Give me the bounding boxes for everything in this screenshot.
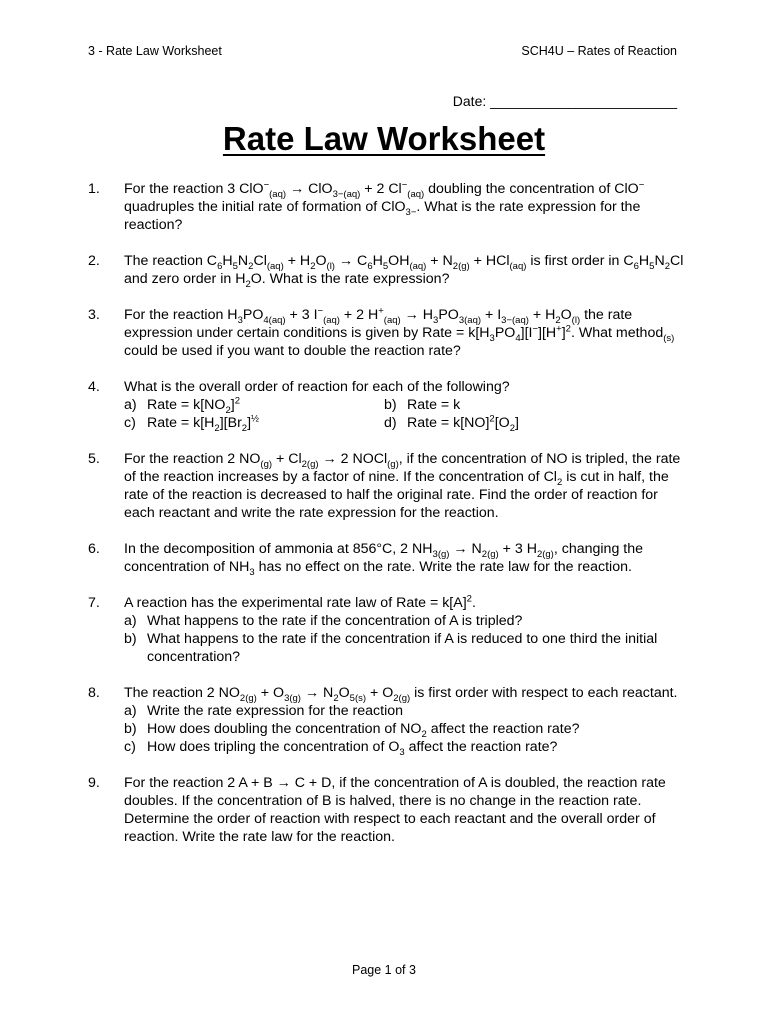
question-text: What is the overall order of reaction for each of the following? bbox=[124, 379, 510, 395]
sub-question-letter: a) bbox=[124, 613, 137, 629]
question-number: 6. bbox=[88, 541, 100, 557]
question-7 bbox=[88, 594, 688, 666]
sub-question-letter: b) bbox=[124, 721, 137, 737]
sub-question-d bbox=[384, 414, 688, 432]
question-number: 9. bbox=[88, 775, 100, 791]
question-text: The reaction 2 $NO_{2(g)} + O_{3(g)} \to N_2O_{5(s)} + O_{2(g)}$ is first order with respect to each reactant. bbox=[124, 685, 678, 704]
sub-question-grid bbox=[124, 396, 688, 432]
question-number: 4. bbox=[88, 379, 100, 395]
sub-question-text: How does tripling the concentration of $O_3$ affect the reaction rate? bbox=[147, 739, 558, 758]
question-number: 1. bbox=[88, 181, 100, 197]
sub-question-b bbox=[124, 720, 688, 738]
sub-question-c bbox=[124, 738, 688, 756]
question-4 bbox=[88, 378, 688, 432]
header-left: 3 - Rate Law Worksheet bbox=[88, 44, 222, 58]
sub-question-a bbox=[124, 612, 688, 630]
question-text: In the decomposition of ammonia at 856°C, 2 $NH_{3(g)} \to N_{2(g)} + 3$ $H_{2(g)}$, changing the concentration of $NH_3$ has no effect on the rate. Write the rate law for the reaction. bbox=[124, 541, 643, 578]
page-title bbox=[0, 120, 768, 158]
question-number: 5. bbox=[88, 451, 100, 467]
sub-question-c bbox=[124, 414, 384, 432]
question-8 bbox=[88, 684, 688, 756]
sub-question-letter: b) bbox=[124, 631, 137, 647]
header-right: SCH4U – Rates of Reaction bbox=[521, 44, 677, 58]
question-list bbox=[88, 180, 688, 846]
question-2 bbox=[88, 252, 688, 288]
page-footer: Page 1 of 3 bbox=[352, 963, 416, 977]
sub-question-letter: b) bbox=[384, 397, 397, 413]
sub-question-text: Write the rate expression for the reaction bbox=[147, 703, 404, 719]
question-number: 8. bbox=[88, 685, 100, 701]
question-number: 7. bbox=[88, 595, 100, 611]
date-field: Date: ________________________ bbox=[452, 93, 677, 109]
question-text: A reaction has the experimental rate law of Rate = $k[A]^2$. bbox=[124, 593, 476, 611]
sub-question-text: What happens to the rate if the concentration if A is reduced to one third the initial concentration? bbox=[147, 631, 658, 665]
question-5 bbox=[88, 450, 688, 522]
sub-question-a bbox=[124, 702, 688, 720]
question-number: 2. bbox=[88, 253, 100, 269]
sub-question-letter: c) bbox=[124, 739, 136, 755]
question-text: For the reaction $H_3PO_{4(aq)} + 3$ $I^-_{(aq)} + 2$ $H^+_{(aq)} \to H_3PO_{3(aq)} + I_{3-(aq)} + H_2O_{(l)}$ the rate expression under certain conditions is given by Rate = $k[H_3PO_4][I^-][H^+]^2$. What method$_{(s)}$ could be used if you want to double the reaction rate? bbox=[124, 305, 675, 359]
sub-question-a bbox=[124, 396, 384, 414]
sub-question-b bbox=[384, 396, 688, 414]
question-9 bbox=[88, 774, 688, 846]
sub-question-letter: d) bbox=[384, 415, 397, 431]
sub-question-text: How does doubling the concentration of $NO_2$ affect the reaction rate? bbox=[147, 721, 580, 740]
sub-question-text: Rate = $k[H_2][Br_2]^{\frac{1}{2}}$ bbox=[147, 413, 259, 434]
sub-question-text: Rate = k bbox=[407, 397, 461, 413]
question-number: 3. bbox=[88, 307, 100, 323]
sub-question-text: What happens to the rate if the concentration of A is tripled? bbox=[147, 613, 523, 629]
page-title-text: Rate Law Worksheet bbox=[222, 120, 546, 157]
sub-question-text: Rate = $k[NO]^2[O_2]$ bbox=[407, 413, 519, 434]
sub-question-letter: a) bbox=[124, 703, 137, 719]
question-6 bbox=[88, 540, 688, 576]
question-text: For the reaction 3 ClO−$_{(aq)}$ → ClO$_{3-(aq)}$ + 2 $Cl^-_{(aq)}$ doubling the concentration of ClO− quadruples the initial rate of formation of ClO$_{3-}$. What is the rate expression for the reaction? bbox=[124, 179, 645, 233]
sub-question-b bbox=[124, 630, 688, 666]
question-text: For the reaction 2 $NO_{(g)} + Cl_{2(g)} \to 2$ NOCl$_{(g)}$, if the concentration of NO is tripled, the rate of the reaction increases by a factor of nine. If the concentration of $Cl_2$ is cut in half, the rate of the reaction is decreased to half the original rate. Find the order of reaction for each reactant and write the rate expression for the reaction. bbox=[124, 451, 681, 521]
question-text: The reaction $C_6H_5N_2Cl_{(aq)} + H_2O_{(l)} \to C_6H_5OH_{(aq)} + N_{2(g)} + HCl_{(aq)}$ is first order in $C_6H_5N_2Cl$ and zero order in $H_2O$. What is the rate expression? bbox=[124, 253, 684, 290]
sub-question-letter: c) bbox=[124, 415, 136, 431]
sub-question-letter: a) bbox=[124, 397, 137, 413]
question-text: For the reaction 2 A + B → C + D, if the concentration of A is doubled, the reaction rate doubles. If the concentration of B is halved, there is no change in the reaction rate. Determine the order of reaction with respect to each reactant and the overall order of reaction. Write the rate law for the reaction. bbox=[124, 775, 666, 845]
question-1 bbox=[88, 180, 688, 234]
question-3 bbox=[88, 306, 688, 360]
sub-question-text: Rate = $k[NO_2]^2$ bbox=[147, 395, 241, 416]
